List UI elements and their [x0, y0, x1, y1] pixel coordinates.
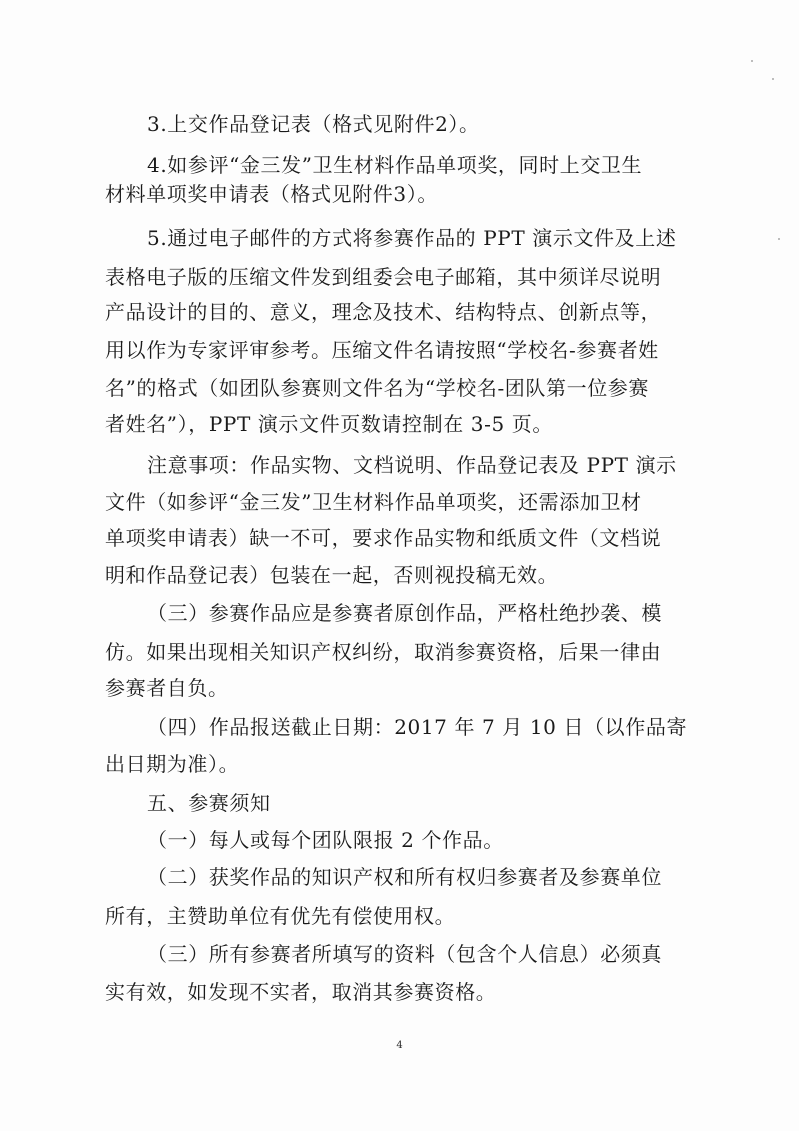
paragraph-line: 所有，主赞助单位有优先有偿使用权。 — [105, 904, 456, 928]
paragraph-line: 名”的格式（如团队参赛则文件名为“学校名-团队第一位参赛 — [105, 376, 650, 400]
paragraph-line: 单项奖申请表）缺一不可，要求作品实物和纸质文件（文档说 — [105, 526, 662, 550]
paragraph-line: 参赛者自负。 — [105, 676, 229, 700]
scan-speck — [751, 60, 753, 62]
paragraph-line: 仿。如果出现相关知识产权纠纷，取消参赛资格，后果一律由 — [105, 640, 662, 664]
paragraph-line: 3.上交作品登记表（格式见附件2）。 — [147, 112, 480, 136]
paragraph-line: （二）获奖作品的知识产权和所有权归参赛者及参赛单位 — [147, 865, 662, 889]
paragraph-line: （三）参赛作品应是参赛者原创作品，严格杜绝抄袭、模 — [147, 601, 662, 625]
paragraph-line: （四）作品报送截止日期：2017 年 7 月 10 日（以作品寄 — [147, 715, 688, 739]
paragraph-line: （三）所有参赛者所填写的资料（包含个人信息）必须真 — [147, 942, 662, 966]
paragraph-line: 产品设计的目的、意义，理念及技术、结构特点、创新点等， — [105, 300, 662, 324]
scan-speck — [772, 78, 774, 80]
paragraph-line: 4.如参评“金三发”卫生材料作品单项奖，同时上交卫生 — [147, 153, 643, 177]
paragraph-line: 者姓名”），PPT 演示文件页数请控制在 3-5 页。 — [105, 412, 553, 436]
paragraph-line: 文件（如参评“金三发”卫生材料作品单项奖，还需添加卫材 — [105, 490, 642, 514]
section-heading: 五、参赛须知 — [147, 791, 271, 815]
scan-speck — [778, 238, 780, 240]
paragraph-line: 明和作品登记表）包装在一起，否则视投稿无效。 — [105, 563, 559, 587]
paragraph-line: 材料单项奖申请表（格式见附件3）。 — [105, 182, 438, 206]
paragraph-line: （一）每人或每个团队限报 2 个作品。 — [147, 828, 504, 852]
paragraph-line: 出日期为准）。 — [105, 752, 240, 776]
paragraph-line: 注意事项：作品实物、文档说明、作品登记表及 PPT 演示 — [147, 453, 677, 477]
paragraph-line: 5.通过电子邮件的方式将参赛作品的 PPT 演示文件及上述 — [147, 226, 677, 250]
paragraph-line: 实有效，如发现不实者，取消其参赛资格。 — [105, 980, 497, 1004]
paragraph-line: 表格电子版的压缩文件发到组委会电子邮箱，其中须详尽说明 — [105, 265, 662, 289]
page-number: 4 — [396, 1040, 403, 1051]
paragraph-line: 用以作为专家评审参考。压缩文件名请按照“学校名-参赛者姓 — [105, 338, 659, 362]
